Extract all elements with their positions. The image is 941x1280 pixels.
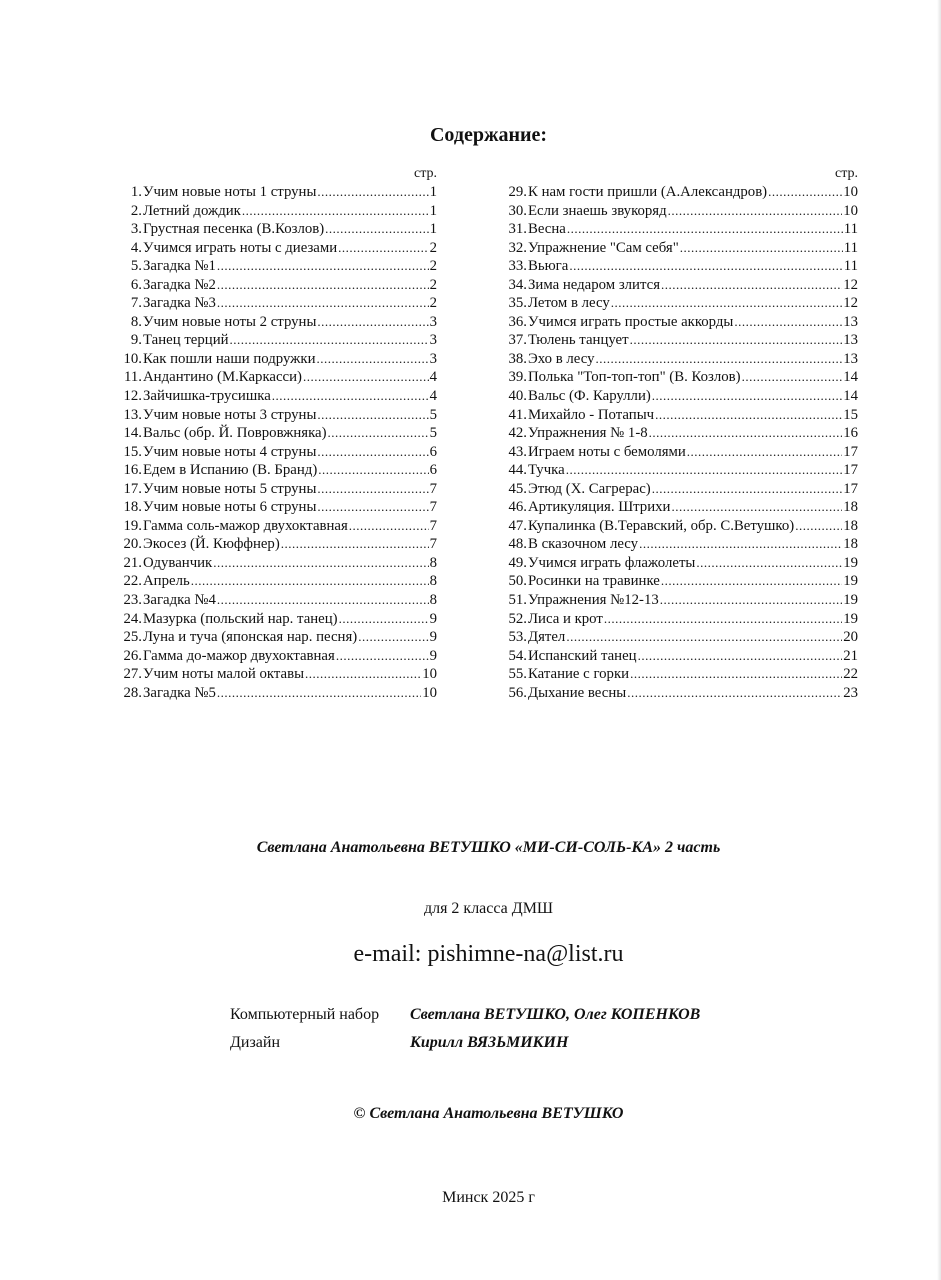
toc-dot-leader xyxy=(671,498,842,517)
toc-dot-leader xyxy=(567,220,843,239)
toc-dot-leader xyxy=(652,480,842,499)
toc-item xyxy=(107,480,437,499)
toc-dot-leader xyxy=(734,313,842,332)
toc-item-page: 18 xyxy=(843,517,858,534)
email-line: e-mail: pishimne-na@list.ru xyxy=(353,941,624,967)
toc-item-number: 10. xyxy=(123,350,142,367)
toc-item-title: Катание с горки xyxy=(528,666,630,683)
page-edge-shadow xyxy=(937,0,941,1280)
toc-item-number: 26. xyxy=(123,647,142,664)
toc-item xyxy=(500,331,858,350)
toc-item-title: Полька "Топ-топ-топ" (В. Козлов) xyxy=(528,369,741,386)
toc-item-number: 19. xyxy=(123,517,142,534)
toc-item-number: 56. xyxy=(508,684,527,701)
toc-dot-leader xyxy=(668,202,843,221)
toc-item-page: 18 xyxy=(843,536,858,553)
toc-item-page: 4 xyxy=(429,388,437,405)
toc-item-title: Учимся играть ноты с диезами xyxy=(143,239,338,256)
toc-item-number: 27. xyxy=(123,666,142,683)
toc-item-page: 17 xyxy=(843,462,858,479)
toc-item-page: 7 xyxy=(429,536,437,553)
toc-item xyxy=(107,257,437,276)
design-label: Дизайн xyxy=(230,1034,281,1051)
toc-item-title: Дыхание весны xyxy=(528,684,627,701)
toc-item xyxy=(500,647,858,666)
toc-item-number: 41. xyxy=(508,406,527,423)
toc-dot-leader xyxy=(680,239,843,258)
toc-item-number: 15. xyxy=(123,443,142,460)
toc-item-title: Вальс (обр. Й. Повровжняка) xyxy=(143,425,327,442)
toc-item xyxy=(107,498,437,517)
toc-item-title: Учимся играть простые аккорды xyxy=(528,313,734,330)
toc-item xyxy=(500,443,858,462)
design-value: Кирилл ВЯЗЬМИКИН xyxy=(410,1034,569,1051)
toc-item-number: 16. xyxy=(123,462,142,479)
toc-dot-leader xyxy=(217,591,429,610)
toc-item xyxy=(107,628,437,647)
toc-item-title: Этюд (Х. Сагрерас) xyxy=(528,480,651,497)
toc-item-title: Упражнения №12-13 xyxy=(528,592,659,609)
toc-item-title: Тучка xyxy=(528,462,565,479)
toc-item-number: 42. xyxy=(508,425,527,442)
toc-item-title: Упражнения № 1-8 xyxy=(528,425,648,442)
toc-item-title: Загадка №4 xyxy=(143,592,216,609)
toc-item xyxy=(107,406,437,425)
toc-dot-leader xyxy=(338,239,428,258)
toc-item-title: Летом в лесу xyxy=(528,295,610,312)
toc-item xyxy=(107,591,437,610)
toc-item-number: 33. xyxy=(508,258,527,275)
toc-item-number: 31. xyxy=(508,221,527,238)
toc-item-page: 11 xyxy=(843,239,858,256)
toc-item-number: 7. xyxy=(130,295,142,312)
toc-item xyxy=(500,610,858,629)
toc-item xyxy=(107,202,437,221)
toc-item-page: 8 xyxy=(429,573,437,590)
toc-item xyxy=(500,517,858,536)
toc-item-number: 22. xyxy=(123,573,142,590)
toc-item-page: 11 xyxy=(843,258,858,275)
toc-item xyxy=(107,461,437,480)
toc-item-number: 32. xyxy=(508,239,527,256)
toc-item-number: 25. xyxy=(123,629,142,646)
toc-item-page: 17 xyxy=(843,480,858,497)
toc-item-number: 53. xyxy=(508,629,527,646)
toc-dot-leader xyxy=(595,350,842,369)
toc-item-page: 9 xyxy=(429,610,437,627)
toc-item xyxy=(500,387,858,406)
toc-item xyxy=(107,239,437,258)
toc-item-title: Росинки на травинке xyxy=(528,573,660,590)
toc-item-title: Зима недаром злится xyxy=(528,276,660,293)
toc-item xyxy=(500,591,858,610)
toc-item-number: 14. xyxy=(123,425,142,442)
toc-dot-leader xyxy=(217,684,421,703)
toc-item-number: 13. xyxy=(123,406,142,423)
toc-item-title: Как пошли наши подружки xyxy=(143,350,316,367)
toc-item-title: Учим новые ноты 6 струны xyxy=(143,499,317,516)
toc-item xyxy=(500,628,858,647)
toc-dot-leader xyxy=(191,572,429,591)
toc-item-page: 13 xyxy=(843,350,858,367)
toc-item-page: 21 xyxy=(843,647,858,664)
toc-item-page: 14 xyxy=(843,369,858,386)
toc-item-number: 40. xyxy=(508,388,527,405)
toc-item-number: 17. xyxy=(123,480,142,497)
toc-dot-leader xyxy=(317,480,428,499)
toc-item-page: 1 xyxy=(429,202,437,219)
toc-item-number: 34. xyxy=(508,276,527,293)
toc-dot-leader xyxy=(349,517,429,536)
toc-item-number: 37. xyxy=(508,332,527,349)
toc-dot-leader xyxy=(358,628,428,647)
toc-dot-leader xyxy=(230,331,429,350)
toc-item-number: 29. xyxy=(508,184,527,200)
toc-dot-leader xyxy=(630,665,842,684)
toc-dot-leader xyxy=(317,350,429,369)
toc-item xyxy=(500,239,858,258)
toc-item xyxy=(500,535,858,554)
toc-dot-leader xyxy=(242,202,429,221)
author-title-line: Светлана Анатольевна ВЕТУШКО «МИ-СИ-СОЛЬ-КА» 2 часть xyxy=(256,839,721,856)
toc-dot-leader xyxy=(638,647,843,666)
typesetting-value: Светлана ВЕТУШКО, Олег КОПЕНКОВ xyxy=(410,1006,701,1023)
toc-item xyxy=(500,276,858,295)
toc-item-title: К нам гости пришли (А.Александров) xyxy=(528,184,768,200)
city-year-line: Минск 2025 г xyxy=(442,1189,535,1206)
toc-item-page: 9 xyxy=(429,629,437,646)
toc-item xyxy=(107,220,437,239)
toc-item-page: 12 xyxy=(843,276,858,293)
toc-item-number: 50. xyxy=(508,573,527,590)
toc-item-title: Загадка №5 xyxy=(143,684,216,701)
toc-dot-leader xyxy=(318,461,428,480)
design-credit xyxy=(230,1034,568,1052)
toc-item-number: 3. xyxy=(130,221,142,238)
toc-dot-leader xyxy=(639,535,842,554)
toc-item-page: 15 xyxy=(843,406,858,423)
toc-item-number: 48. xyxy=(508,536,527,553)
toc-item-page: 23 xyxy=(843,684,858,701)
toc-item xyxy=(500,684,858,703)
toc-item xyxy=(107,684,437,703)
toc-dot-leader xyxy=(696,554,842,573)
toc-dot-leader xyxy=(217,276,429,295)
toc-item xyxy=(107,443,437,462)
toc-item-title: Учим новые ноты 1 струны xyxy=(143,184,317,200)
toc-item-page: 13 xyxy=(843,313,858,330)
toc-item xyxy=(107,610,437,629)
toc-item-page: 6 xyxy=(429,462,437,479)
toc-item-number: 18. xyxy=(123,499,142,516)
toc-item-title: Апрель xyxy=(143,573,190,590)
toc-item-title: Луна и туча (японская нар. песня) xyxy=(143,629,358,646)
toc-item xyxy=(500,554,858,573)
toc-item xyxy=(107,331,437,350)
toc-item-number: 43. xyxy=(508,443,527,460)
toc-item-number: 21. xyxy=(123,554,142,571)
toc-item-number: 5. xyxy=(130,258,142,275)
toc-dot-leader xyxy=(317,443,428,462)
toc-item xyxy=(500,498,858,517)
toc-item-title: Вальс (Ф. Карулли) xyxy=(528,388,651,405)
toc-item xyxy=(500,350,858,369)
toc-dot-leader xyxy=(604,610,842,629)
toc-item-page: 4 xyxy=(429,369,437,386)
toc-item-title: Весна xyxy=(528,221,566,238)
toc-item-title: Зайчишка-трусишка xyxy=(143,388,271,405)
toc-item-title: Мазурка (польский нар. танец) xyxy=(143,610,338,627)
toc-right-column xyxy=(500,164,858,702)
toc-dot-leader xyxy=(317,313,428,332)
toc-item xyxy=(107,572,437,591)
toc-item-title: Учим новые ноты 4 струны xyxy=(143,443,317,460)
toc-item-title: В сказочном лесу xyxy=(528,536,639,553)
toc-item-number: 45. xyxy=(508,480,527,497)
toc-item xyxy=(107,535,437,554)
toc-item-page: 19 xyxy=(843,554,858,571)
toc-dot-leader xyxy=(655,406,842,425)
toc-item-number: 12. xyxy=(123,388,142,405)
toc-dot-leader xyxy=(768,183,842,202)
typesetting-label: Компьютерный набор xyxy=(230,1006,380,1023)
toc-item-page: 9 xyxy=(429,647,437,664)
toc-item-page: 14 xyxy=(843,388,858,405)
toc-dot-leader xyxy=(795,517,842,536)
toc-dot-leader xyxy=(317,498,428,517)
toc-item-page: 5 xyxy=(429,406,437,423)
toc-item-title: Упражнение "Сам себя" xyxy=(528,239,679,256)
toc-item-page: 12 xyxy=(843,295,858,312)
grade-line: для 2 класса ДМШ xyxy=(423,900,554,917)
toc-item-title: Учим новые ноты 3 струны xyxy=(143,406,317,423)
toc-item-number: 36. xyxy=(508,313,527,330)
toc-item-title: Загадка №2 xyxy=(143,276,216,293)
toc-dot-leader xyxy=(660,591,842,610)
toc-item-title: Играем ноты с бемолями xyxy=(528,443,686,460)
toc-dot-leader xyxy=(281,535,429,554)
toc-item xyxy=(107,276,437,295)
toc-item-title: Загадка №3 xyxy=(143,295,216,312)
toc-item-title: Испанский танец xyxy=(528,647,637,664)
typesetting-credit xyxy=(230,1006,700,1024)
toc-item xyxy=(107,517,437,536)
toc-item-number: 35. xyxy=(508,295,527,312)
toc-item-page: 10 xyxy=(843,184,858,200)
copyright-line: © Светлана Анатольевна ВЕТУШКО xyxy=(353,1105,624,1122)
toc-dot-leader xyxy=(339,610,429,629)
toc-dot-leader xyxy=(566,461,843,480)
toc-item-title: Танец терций xyxy=(143,332,229,349)
toc-item-title: Артикуляция. Штрихи xyxy=(528,499,671,516)
toc-dot-leader xyxy=(627,684,842,703)
toc-item xyxy=(500,424,858,443)
toc-dot-leader xyxy=(336,647,429,666)
toc-item-number: 20. xyxy=(123,536,142,553)
toc-dot-leader xyxy=(569,257,842,276)
toc-item-page: 1 xyxy=(429,221,437,238)
toc-item-title: Вьюга xyxy=(528,258,569,275)
toc-item-number: 28. xyxy=(123,684,142,701)
toc-dot-leader xyxy=(217,294,429,313)
toc-item-page: 2 xyxy=(429,276,437,293)
toc-item-page: 1 xyxy=(429,184,437,200)
toc-dot-leader xyxy=(317,183,428,202)
toc-item xyxy=(500,294,858,313)
toc-item-number: 30. xyxy=(508,202,527,219)
toc-dot-leader xyxy=(272,387,429,406)
toc-item xyxy=(500,572,858,591)
toc-item-title: Андантино (М.Каркасси) xyxy=(143,369,302,386)
toc-item-number: 51. xyxy=(508,592,527,609)
toc-item-number: 52. xyxy=(508,610,527,627)
toc-item xyxy=(500,257,858,276)
toc-item-title: Учим ноты малой октавы xyxy=(143,666,305,683)
toc-item-number: 55. xyxy=(508,666,527,683)
toc-item-number: 1. xyxy=(130,184,142,200)
toc-item-page: 19 xyxy=(843,610,858,627)
toc-item xyxy=(107,350,437,369)
toc-item xyxy=(107,554,437,573)
toc-item-number: 2. xyxy=(130,202,142,219)
toc-dot-leader xyxy=(661,276,842,295)
toc-item-page: 10 xyxy=(422,666,437,683)
toc-item-title: Грустная песенка (В.Козлов) xyxy=(143,221,325,238)
toc-item-title: Едем в Испанию (В. Бранд) xyxy=(143,462,318,479)
toc-item-title: Лиса и крот xyxy=(528,610,603,627)
toc-item-title: Одуванчик xyxy=(143,554,213,571)
toc-item-number: 44. xyxy=(508,462,527,479)
toc-item xyxy=(107,387,437,406)
toc-dot-leader xyxy=(325,220,428,239)
toc-item xyxy=(107,665,437,684)
toc-item xyxy=(500,461,858,480)
toc-item-title: Михайло - Потапыч xyxy=(528,406,655,423)
toc-item-page: 2 xyxy=(429,239,437,256)
toc-item xyxy=(107,424,437,443)
toc-item-title: Эхо в лесу xyxy=(528,350,595,367)
toc-item-page: 3 xyxy=(429,332,437,349)
toc-item-page: 7 xyxy=(429,499,437,516)
toc-item-number: 23. xyxy=(123,592,142,609)
toc-item-page: 7 xyxy=(429,480,437,497)
toc-item xyxy=(500,665,858,684)
toc-item-number: 39. xyxy=(508,369,527,386)
toc-item-page: 22 xyxy=(843,666,858,683)
toc-item xyxy=(107,313,437,332)
toc-item xyxy=(500,406,858,425)
toc-item-title: Учим новые ноты 5 струны xyxy=(143,480,317,497)
toc-item xyxy=(500,202,858,221)
toc-item xyxy=(107,183,437,202)
toc-dot-leader xyxy=(742,368,843,387)
page-title: Содержание: xyxy=(429,124,548,146)
toc-item-page: 20 xyxy=(843,629,858,646)
toc-item-page: 2 xyxy=(429,295,437,312)
toc-item-number: 11. xyxy=(124,369,142,386)
toc-item-title: Если знаешь звукоряд xyxy=(528,202,667,219)
toc-item-page: 16 xyxy=(843,425,858,442)
toc-item-page: 3 xyxy=(429,313,437,330)
toc-dot-leader xyxy=(566,628,842,647)
toc-item-number: 49. xyxy=(508,554,527,571)
toc-item-page: 10 xyxy=(843,202,858,219)
toc-item xyxy=(107,647,437,666)
page-column-label: стр. xyxy=(834,166,858,181)
toc-item-page: 8 xyxy=(429,592,437,609)
page-column-label: стр. xyxy=(413,166,437,181)
toc-item-title: Загадка №1 xyxy=(143,258,216,275)
toc-item-page: 5 xyxy=(429,425,437,442)
toc-item-title: Дятел xyxy=(528,629,566,646)
toc-item xyxy=(500,183,858,202)
toc-item-number: 6. xyxy=(130,276,142,293)
toc-item-page: 3 xyxy=(429,350,437,367)
toc-item-page: 11 xyxy=(843,221,858,238)
toc-item-page: 2 xyxy=(429,258,437,275)
toc-item-number: 46. xyxy=(508,499,527,516)
toc-item-page: 19 xyxy=(843,573,858,590)
toc-item xyxy=(500,313,858,332)
toc-item-title: Купалинка (В.Теравский, обр. С.Ветушко) xyxy=(528,517,795,534)
toc-item-page: 19 xyxy=(843,592,858,609)
toc-item xyxy=(500,220,858,239)
toc-item xyxy=(500,480,858,499)
toc-dot-leader xyxy=(649,424,843,443)
toc-dot-leader xyxy=(630,331,843,350)
toc-dot-leader xyxy=(611,294,842,313)
toc-item-title: Гамма соль-мажор двухоктавная xyxy=(143,517,348,534)
toc-item-page: 8 xyxy=(429,554,437,571)
toc-item-page: 7 xyxy=(429,517,437,534)
toc-item-title: Учим новые ноты 2 струны xyxy=(143,313,317,330)
toc-item-page: 13 xyxy=(843,332,858,349)
toc-item-title: Летний дождик xyxy=(143,202,241,219)
toc-item-number: 9. xyxy=(130,332,142,349)
toc-dot-leader xyxy=(317,406,428,425)
toc-item-title: Тюлень танцует xyxy=(528,332,629,349)
toc-item-title: Учимся играть флажолеты xyxy=(528,554,696,571)
toc-left-column xyxy=(107,164,437,702)
toc-dot-leader xyxy=(661,572,842,591)
toc-item-title: Экосез (Й. Кюффнер) xyxy=(143,536,280,553)
toc-item-number: 8. xyxy=(130,313,142,330)
toc-item xyxy=(500,368,858,387)
toc-item-page: 6 xyxy=(429,443,437,460)
toc-item-page: 10 xyxy=(422,684,437,701)
toc-item-page: 18 xyxy=(843,499,858,516)
toc-dot-leader xyxy=(687,443,842,462)
toc-item-title: Гамма до-мажор двухоктавная xyxy=(143,647,335,664)
toc-item-page: 17 xyxy=(843,443,858,460)
toc-dot-leader xyxy=(305,665,421,684)
toc-dot-leader xyxy=(328,424,429,443)
toc-item xyxy=(107,368,437,387)
toc-item xyxy=(107,294,437,313)
toc-dot-leader xyxy=(303,368,429,387)
toc-item-number: 38. xyxy=(508,350,527,367)
toc-item-number: 4. xyxy=(130,239,142,256)
toc-item-number: 24. xyxy=(123,610,142,627)
toc-dot-leader xyxy=(217,257,429,276)
toc-item-number: 47. xyxy=(508,517,527,534)
toc-dot-leader xyxy=(652,387,842,406)
toc-item-number: 54. xyxy=(508,647,527,664)
toc-dot-leader xyxy=(213,554,428,573)
